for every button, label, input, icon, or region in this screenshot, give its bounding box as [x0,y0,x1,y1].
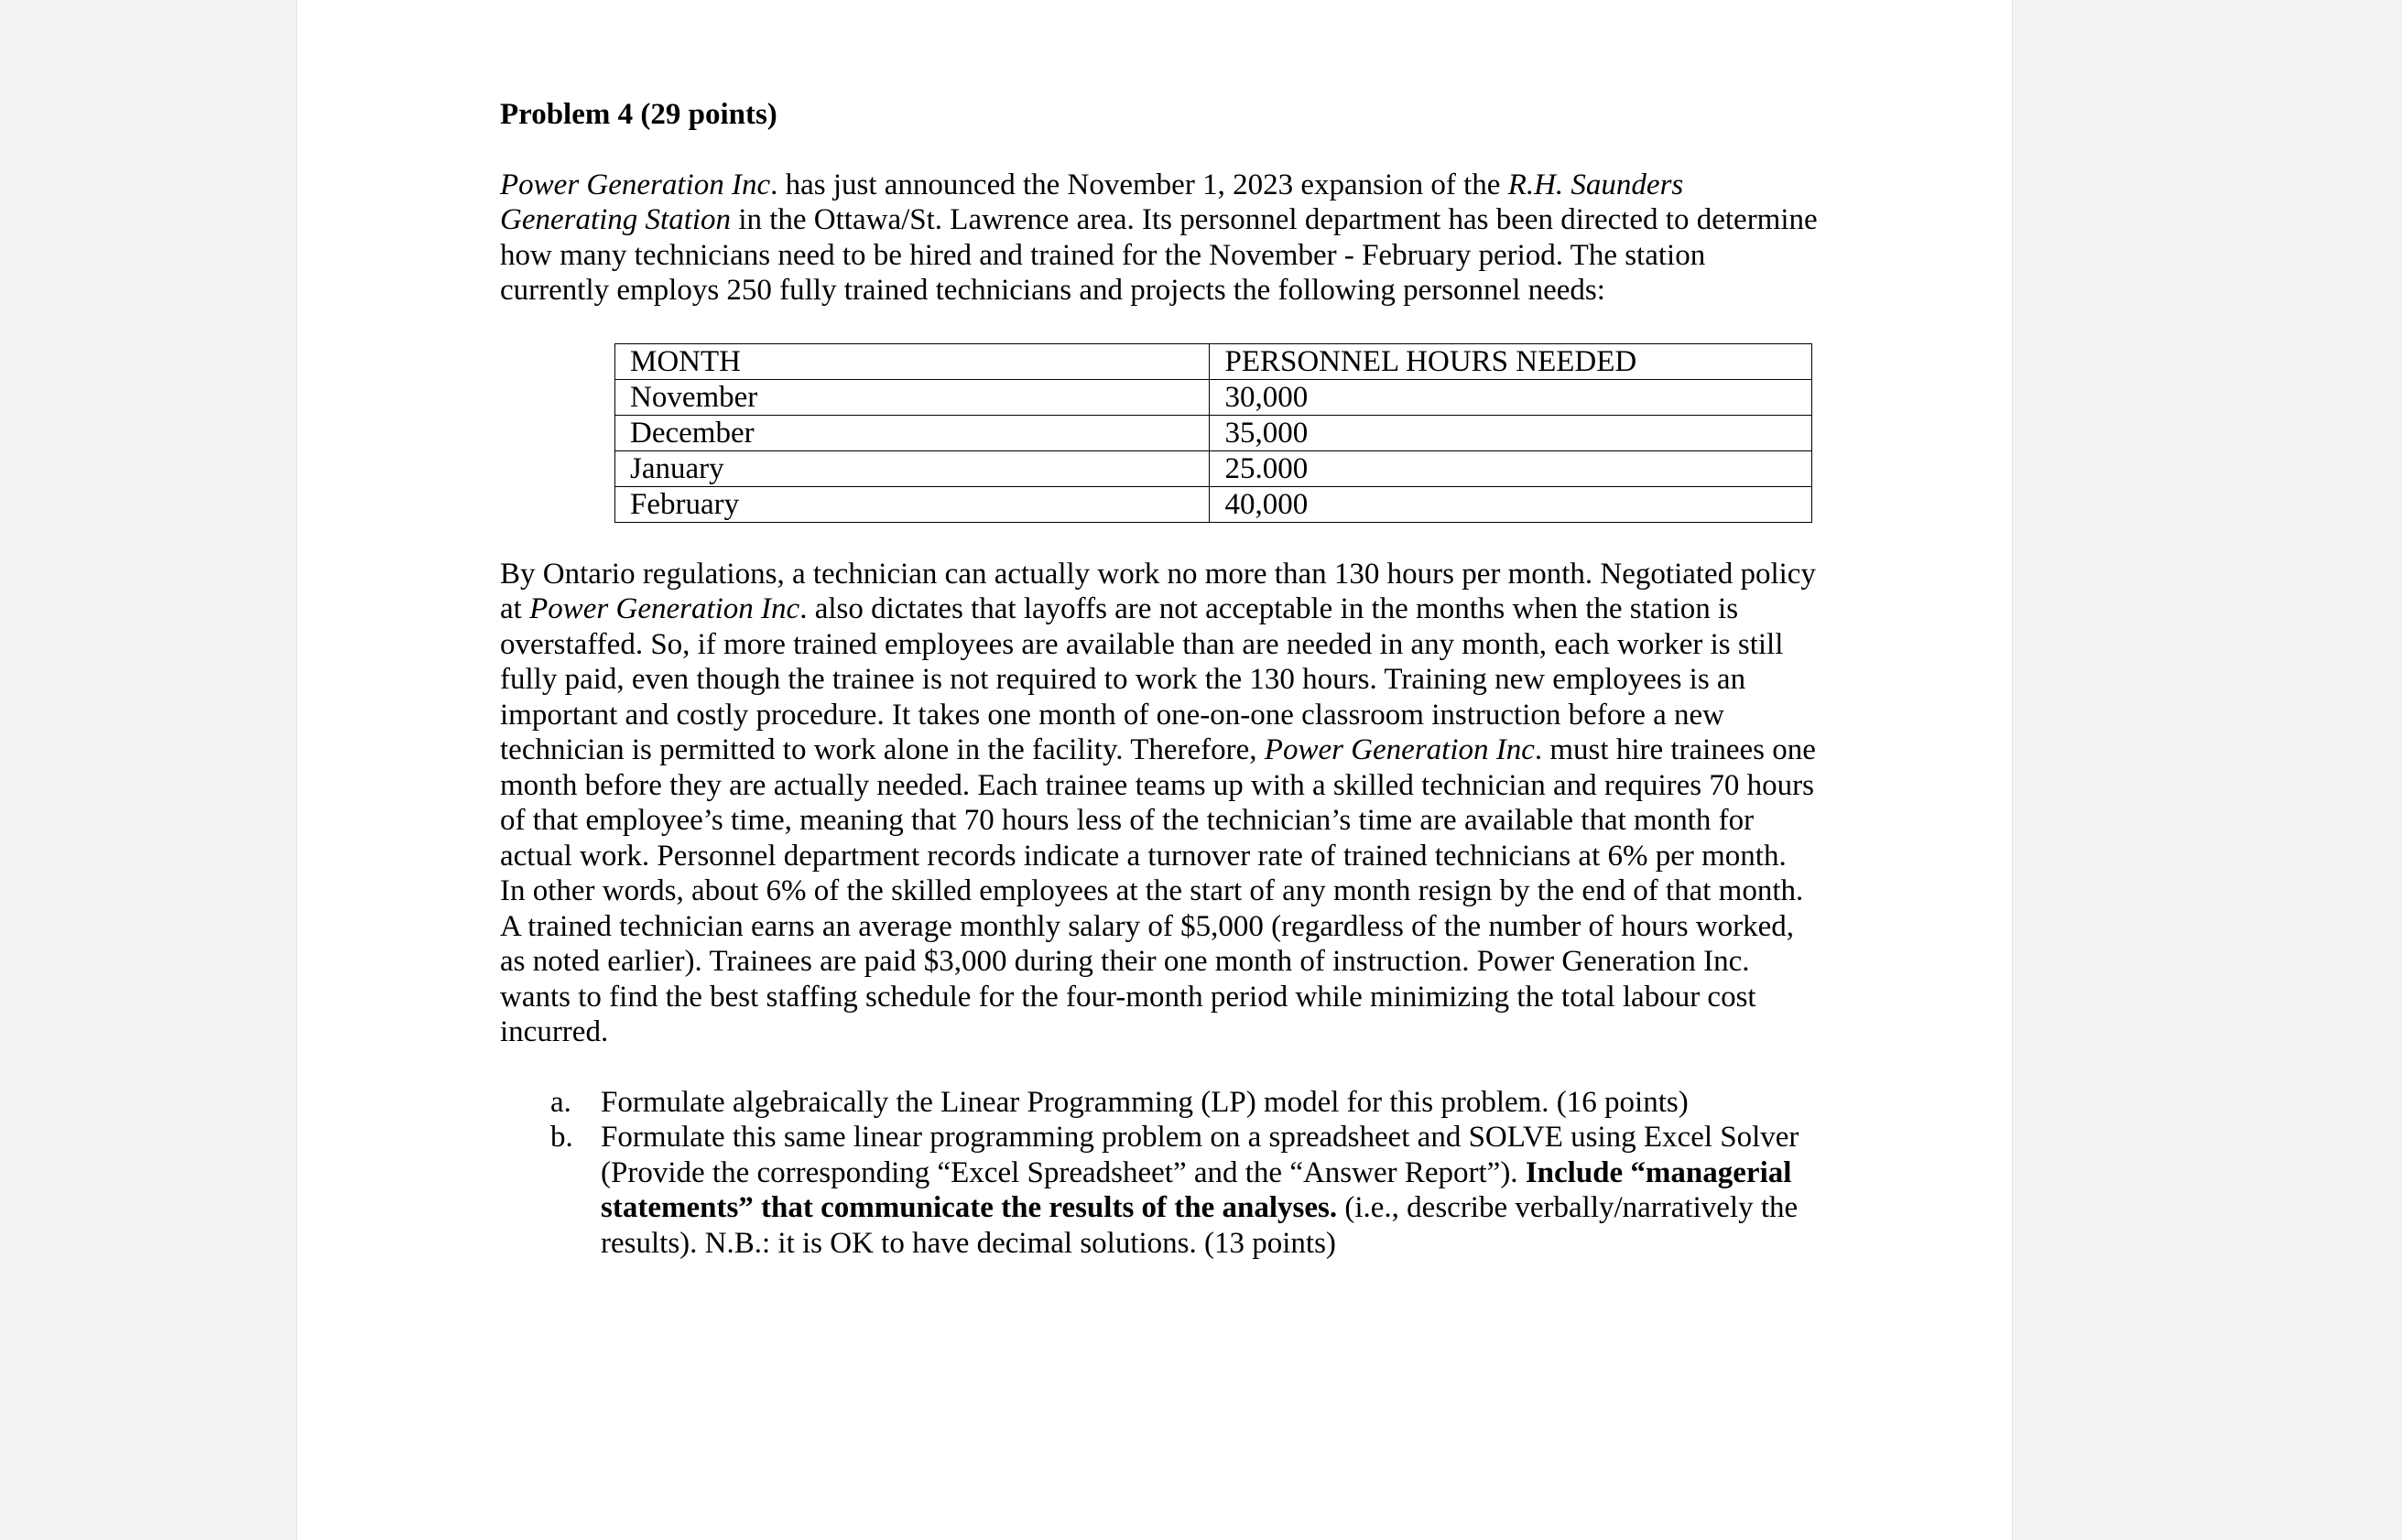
document-content [500,97,1819,1261]
table-row [615,415,1812,450]
question-list [500,1085,1819,1262]
intro-paragraph [500,168,1819,309]
question-b-bold: Include “managerial statements” that communicate the results of the analyses. [601,1155,1792,1224]
table-header-row [615,343,1812,379]
body-paragraph [500,557,1819,1050]
hours-cell: 25.000 [1210,450,1812,486]
personnel-needs-table [614,343,1812,523]
body-text-2: . also dictates that layoffs are not acceptable in the months when the station is overstaffed. So, if more trained employees are available than are needed in any month, each worker is still fully paid, even though the trainee is not required to work the 130 hours. Training new employees is an important and costly procedure. It takes one month of one-on-one classroom instruction before a new technician is permitted to work alone in the facility. Therefore, [500,592,1784,766]
hours-cell: 30,000 [1210,379,1812,415]
question-b [500,1120,1819,1261]
document-page [296,0,2013,1540]
question-b-marker: b. [550,1121,573,1154]
company-name: Power Generation Inc [1264,733,1535,766]
hours-cell: 40,000 [1210,486,1812,522]
problem-title: Problem 4 (29 points) [500,98,777,131]
header-hours: PERSONNEL HOURS NEEDED [1210,343,1812,379]
month-cell: January [615,450,1210,486]
month-cell: November [615,379,1210,415]
body-text-1: By Ontario regulations, a technician can actually work no more than 130 hours per month. Negotiated policy at [500,557,1816,625]
intro-text-2: in the Ottawa/St. Lawrence area. Its personnel department has been directed to determine how many technicians need to be hired and trained for the November - February period. The station currently employs 250 fully trained technicians and projects the following personnel needs: [500,203,1818,307]
station-name: R.H. Saunders Generating Station [500,168,1684,236]
company-name: Power Generation Inc [500,168,771,201]
hours-cell: 35,000 [1210,415,1812,450]
question-a-text: Formulate algebraically the Linear Programming (LP) model for this problem. (16 points) [601,1085,1689,1119]
question-a-marker: a. [550,1085,571,1119]
question-b-text-1: Formulate this same linear programming problem on a spreadsheet and SOLVE using Excel Solver (Provide the corresponding “Excel Spreadsheet” and the “Answer Report”). [601,1121,1799,1189]
header-month: MONTH [615,343,1210,379]
month-cell: February [615,486,1210,522]
body-text-3: . must hire trainees one month before they are actually needed. Each trainee teams up with a skilled technician and requires 70 hours of that employee’s time, meaning that 70 hours less of the technician’s time are available that month for actual work. Personnel department records indicate a turnover rate of trained technicians at 6% per month. In other words, about 6% of the skilled employees at the start of any month resign by the end of that month. A trained technician earns an average monthly salary of $5,000 (regardless of the number of hours worked, as noted earlier). Trainees are paid $3,000 during their one month of instruction. Power Generation Inc. wants to find the best staffing schedule for the four-month period while minimizing the total labour cost incurred. [500,733,1816,1048]
question-a [500,1085,1819,1121]
table-row [615,450,1812,486]
month-cell: December [615,415,1210,450]
company-name: Power Generation Inc [529,592,800,625]
table-row [615,486,1812,522]
intro-text-1: . has just announced the November 1, 2023 expansion of the [770,168,1508,201]
question-b-text-2: (i.e., describe verbally/narratively the results). N.B.: it is OK to have decimal solutions. (13 points) [601,1191,1799,1260]
table-row [615,379,1812,415]
